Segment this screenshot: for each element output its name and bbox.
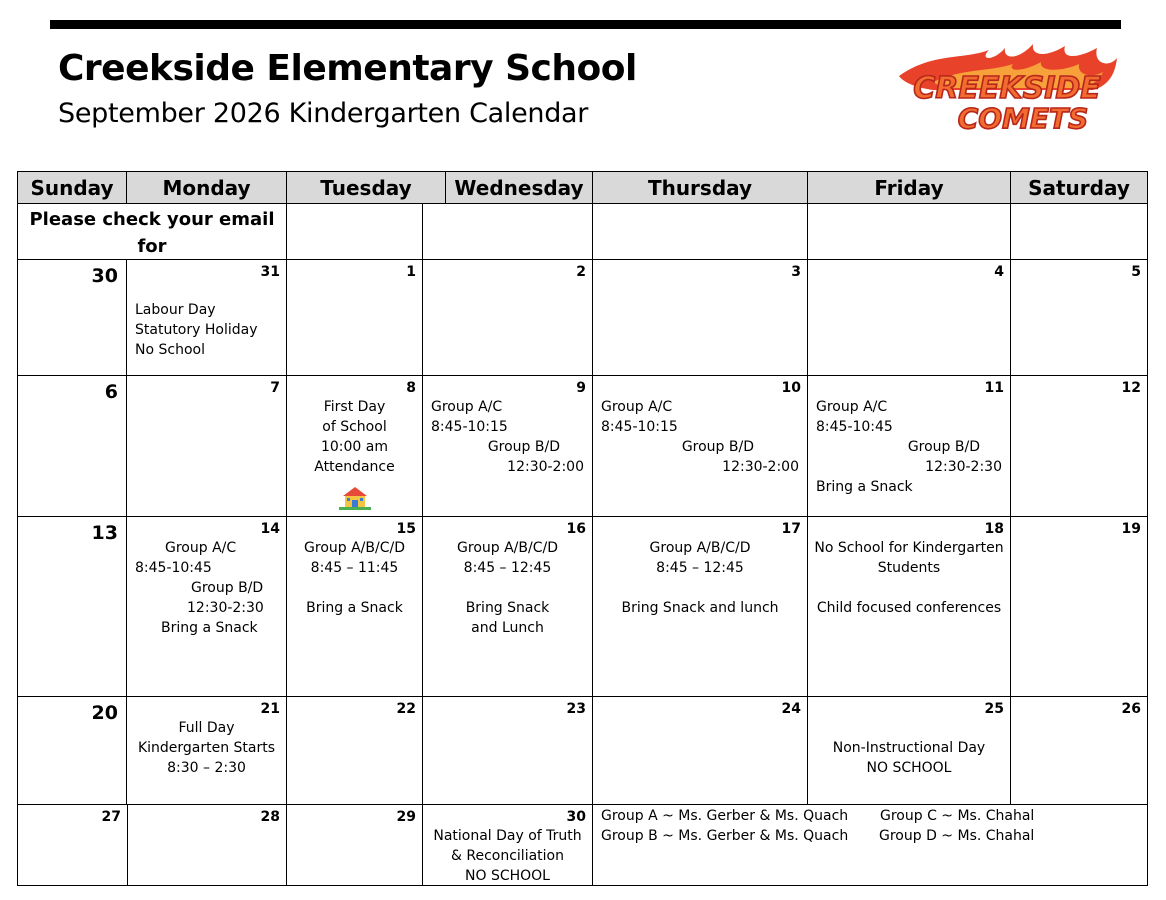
day-cell-sep-25: 25 Non-Instructional Day NO SCHOOL <box>807 696 1011 805</box>
legend-group-b: Group B ~ Ms. Gerber & Ms. Quach <box>601 828 849 844</box>
empty-cell <box>807 203 1011 260</box>
creekside-comets-logo <box>893 42 1121 134</box>
empty-cell <box>422 203 593 260</box>
day-cell-sep-24: 24 <box>592 696 808 805</box>
day-cell-sep-11: 11 Group A/C 8:45-10:45 Group B/D 12:30-2:30 Bring a Snack <box>807 375 1011 517</box>
day-cell-aug-30: 30 <box>17 259 127 376</box>
page-title: Creekside Elementary School <box>58 48 637 89</box>
day-cell-sep-2: 2 <box>422 259 593 376</box>
day-cell-sep-19: 19 <box>1010 516 1148 697</box>
day-cell-sep-5: 5 <box>1010 259 1148 376</box>
header-tuesday: Tuesday <box>286 171 446 204</box>
day-cell-sep-4: 4 <box>807 259 1011 376</box>
notice-text: Please check your email for <box>29 209 275 257</box>
empty-cell <box>286 203 423 260</box>
day-cell-sep-23: 23 <box>422 696 593 805</box>
day-cell-sep-30: 30 National Day of Truth & Reconciliation NO SCHOOL <box>422 804 593 886</box>
day-cell-sep-3: 3 <box>592 259 808 376</box>
day-cell-sep-1: 1 <box>286 259 423 376</box>
legend-group-d: Group D ~ Ms. Chahal <box>879 828 1035 844</box>
day-cell-sep-13: 13 <box>17 516 127 697</box>
header-wednesday: Wednesday <box>445 171 593 204</box>
day-cell-sep-17: 17 Group A/B/C/D 8:45 – 12:45 Bring Snack and lunch <box>592 516 808 697</box>
day-cell-aug-31: 31 Labour Day Statutory Holiday No School <box>126 259 287 376</box>
day-cell-sep-16: 16 Group A/B/C/D 8:45 – 12:45 Bring Snack and Lunch <box>422 516 593 697</box>
day-cell-sep-22: 22 <box>286 696 423 805</box>
header-saturday: Saturday <box>1010 171 1148 204</box>
logo-text-line2: COMETS <box>957 102 1089 134</box>
day-cell-sep-21: 21 Full Day Kindergarten Starts 8:30 – 2:30 <box>126 696 287 805</box>
teacher-legend <box>592 804 1148 886</box>
day-cell-sep-27: 27 <box>17 804 128 886</box>
day-cell-sep-18: 18 No School for Kindergarten Students Child focused conferences <box>807 516 1011 697</box>
first-day-note: First Day of School 10:00 am Attendance <box>314 399 395 475</box>
header-friday: Friday <box>807 171 1011 204</box>
top-rule <box>50 20 1121 29</box>
header-sunday: Sunday <box>17 171 127 204</box>
day-cell-sep-8: 8 First Day of School 10:00 am Attendance <box>286 375 423 517</box>
day-cell-sep-6: 6 <box>17 375 127 517</box>
header-monday: Monday <box>126 171 287 204</box>
day-cell-sep-29: 29 <box>286 804 423 886</box>
day-cell-sep-14: 14 Group A/C 8:45-10:45 Group B/D 12:30-2:30 Bring a Snack <box>126 516 287 697</box>
day-cell-sep-10: 10 Group A/C 8:45-10:15 Group B/D 12:30-2:00 <box>592 375 808 517</box>
day-cell-sep-9: 9 Group A/C 8:45-10:15 Group B/D 12:30-2:00 <box>422 375 593 517</box>
holiday-note: Labour Day Statutory Holiday No School <box>135 302 258 358</box>
empty-cell <box>1010 203 1148 260</box>
day-cell-sep-7: 7 <box>126 375 287 517</box>
header-thursday: Thursday <box>592 171 808 204</box>
day-cell-sep-26: 26 <box>1010 696 1148 805</box>
day-cell-sep-12: 12 <box>1010 375 1148 517</box>
page-subtitle: September 2026 Kindergarten Calendar <box>58 98 589 129</box>
legend-group-c: Group C ~ Ms. Chahal <box>880 808 1035 824</box>
school-icon <box>339 486 371 510</box>
logo-text-line1: CREEKSIDE <box>913 71 1101 106</box>
day-cell-sep-20: 20 <box>17 696 127 805</box>
day-cell-sep-28: 28 <box>127 804 287 886</box>
day-cell-sep-15: 15 Group A/B/C/D 8:45 – 11:45 Bring a Snack <box>286 516 423 697</box>
notice-cell <box>17 203 287 260</box>
empty-cell <box>592 203 808 260</box>
legend-group-a: Group A ~ Ms. Gerber & Ms. Quach <box>601 808 849 824</box>
